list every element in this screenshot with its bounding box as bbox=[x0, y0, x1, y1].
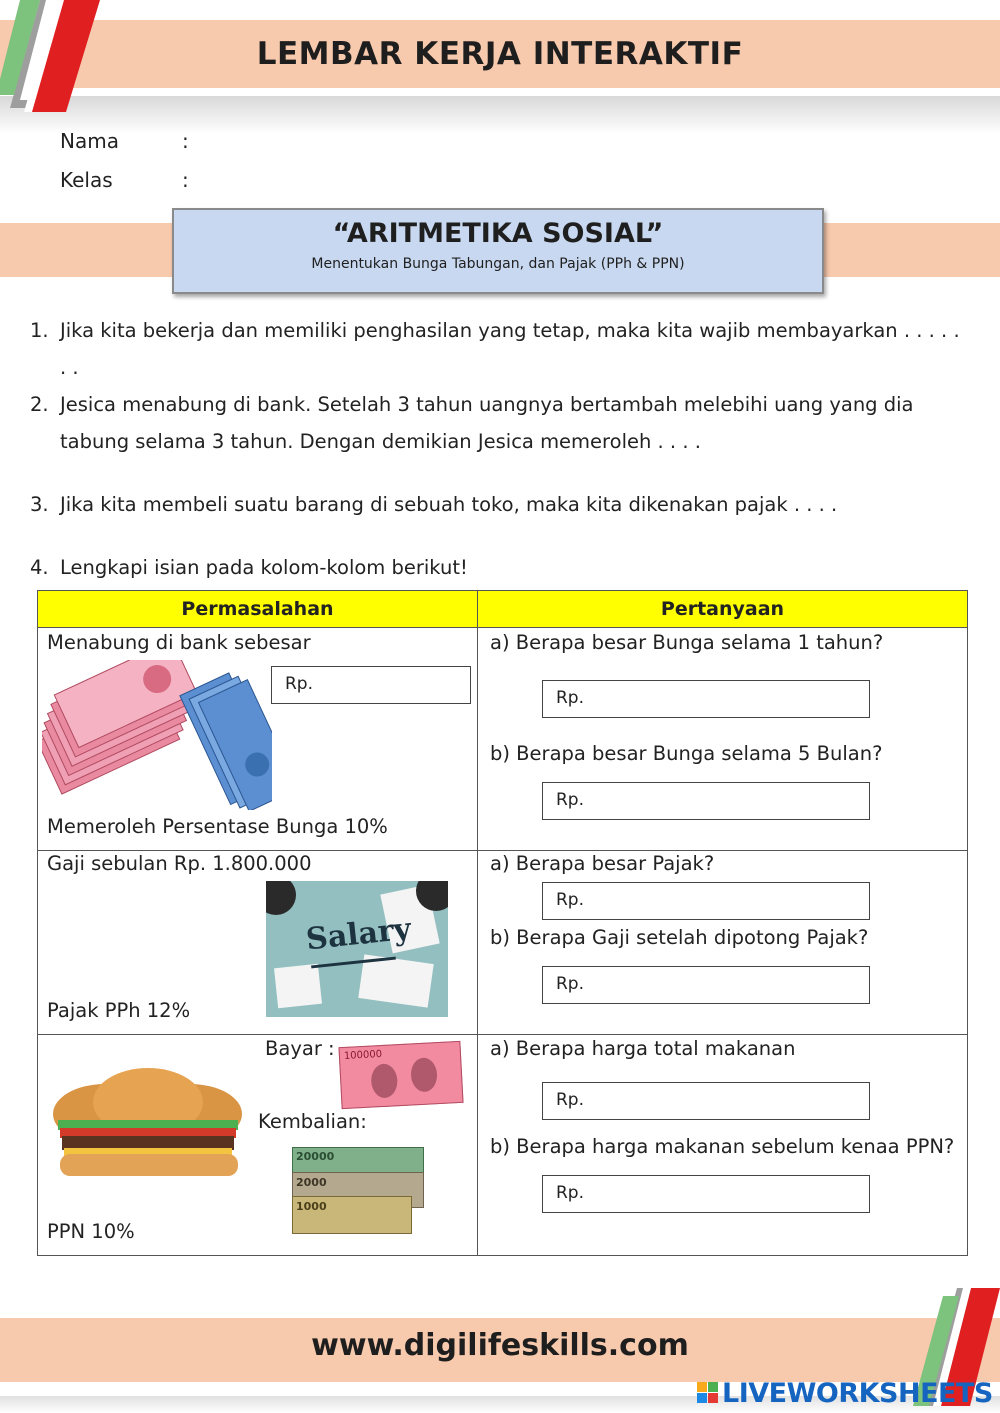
title-underline bbox=[172, 88, 822, 91]
banknote-value: 20000 bbox=[296, 1150, 335, 1163]
liveworksheets-brand: LIVEWORKSHEETS bbox=[722, 1378, 993, 1409]
topic-subtitle: Menentukan Bunga Tabungan, dan Pajak (PPh & PPN) bbox=[311, 256, 685, 272]
banknote-value: 2000 bbox=[296, 1176, 327, 1189]
banknote-value: 100000 bbox=[343, 1048, 383, 1062]
vat-rate: PPN 10% bbox=[47, 1220, 135, 1243]
net-salary-input[interactable]: Rp. bbox=[542, 966, 870, 1004]
name-label: Nama bbox=[60, 129, 119, 153]
answer-1-input[interactable] bbox=[160, 352, 960, 382]
answer-3-input[interactable] bbox=[885, 490, 975, 520]
class-input[interactable] bbox=[200, 163, 800, 195]
tax-amount-question: a) Berapa besar Pajak? bbox=[490, 852, 715, 875]
salary-image bbox=[266, 881, 448, 1017]
table-header-problem: Permasalahan bbox=[37, 590, 478, 628]
savings-amount-input[interactable]: Rp. bbox=[271, 666, 471, 704]
topic-title: “ARITMETIKA SOSIAL” bbox=[332, 218, 664, 249]
page-title: LEMBAR KERJA INTERAKTIF bbox=[256, 36, 744, 72]
question-text: Jika kita bekerja dan memiliki penghasilan yang tetap, maka kita wajib membayarkan . . . . . . . bbox=[60, 319, 960, 379]
money-bundle-image bbox=[42, 660, 272, 810]
net-salary-question: b) Berapa Gaji setelah dipotong Pajak? bbox=[490, 926, 869, 949]
question-text: Lengkapi isian pada kolom-kolom berikut! bbox=[60, 556, 468, 579]
total-food-price-input[interactable]: Rp. bbox=[542, 1082, 870, 1120]
class-label: Kelas bbox=[60, 168, 113, 192]
savings-problem-text: Menabung di bank sebesar bbox=[47, 631, 311, 654]
interest-5-month-input[interactable]: Rp. bbox=[542, 782, 870, 820]
interest-5-month-question: b) Berapa besar Bunga selama 5 Bulan? bbox=[490, 742, 883, 765]
question-4 bbox=[0, 549, 1000, 586]
salary-tax-rate: Pajak PPh 12% bbox=[47, 999, 191, 1022]
price-before-vat-question: b) Berapa harga makanan sebelum kenaa PPN? bbox=[490, 1135, 955, 1158]
banknote-100000-image bbox=[338, 1041, 463, 1109]
salary-word: Salary bbox=[304, 911, 413, 958]
tax-amount-input[interactable]: Rp. bbox=[542, 882, 870, 920]
name-colon: : bbox=[182, 129, 189, 153]
interest-1-year-input[interactable]: Rp. bbox=[542, 680, 870, 718]
savings-interest-rate: Memeroleh Persentase Bunga 10% bbox=[47, 815, 388, 838]
payment-label: Bayar : bbox=[265, 1037, 335, 1060]
footer-website: www.digilifeskills.com bbox=[311, 1328, 689, 1363]
question-number: 4. bbox=[30, 556, 49, 579]
question-text: Jika kita membeli suatu barang di sebuah toko, maka kita dikenakan pajak . . . . bbox=[60, 493, 838, 516]
answer-2-input[interactable] bbox=[735, 427, 965, 457]
table-header-question: Pertanyaan bbox=[477, 590, 968, 628]
interest-1-year-question: a) Berapa besar Bunga selama 1 tahun? bbox=[490, 631, 884, 654]
question-number: 2. bbox=[30, 393, 49, 416]
price-before-vat-input[interactable]: Rp. bbox=[542, 1175, 870, 1213]
question-number: 3. bbox=[30, 493, 49, 516]
banknote-1000-image bbox=[292, 1196, 412, 1234]
question-number: 1. bbox=[30, 319, 49, 342]
class-colon: : bbox=[182, 168, 189, 192]
liveworksheets-logo-icon bbox=[697, 1382, 719, 1404]
question-text: Jesica menabung di bank. Setelah 3 tahun uangnya bertambah melebihi uang yang dia tabung selama 3 tahun. Dengan demikian Jesica memeroleh . . . . bbox=[60, 393, 914, 453]
burger-image bbox=[50, 1062, 245, 1180]
banknote-value: 1000 bbox=[296, 1200, 327, 1213]
salary-problem-text: Gaji sebulan Rp. 1.800.000 bbox=[47, 852, 312, 875]
question-3 bbox=[0, 486, 1000, 523]
change-label: Kembalian: bbox=[258, 1110, 367, 1133]
total-food-price-question: a) Berapa harga total makanan bbox=[490, 1037, 796, 1060]
name-input[interactable] bbox=[200, 124, 800, 156]
